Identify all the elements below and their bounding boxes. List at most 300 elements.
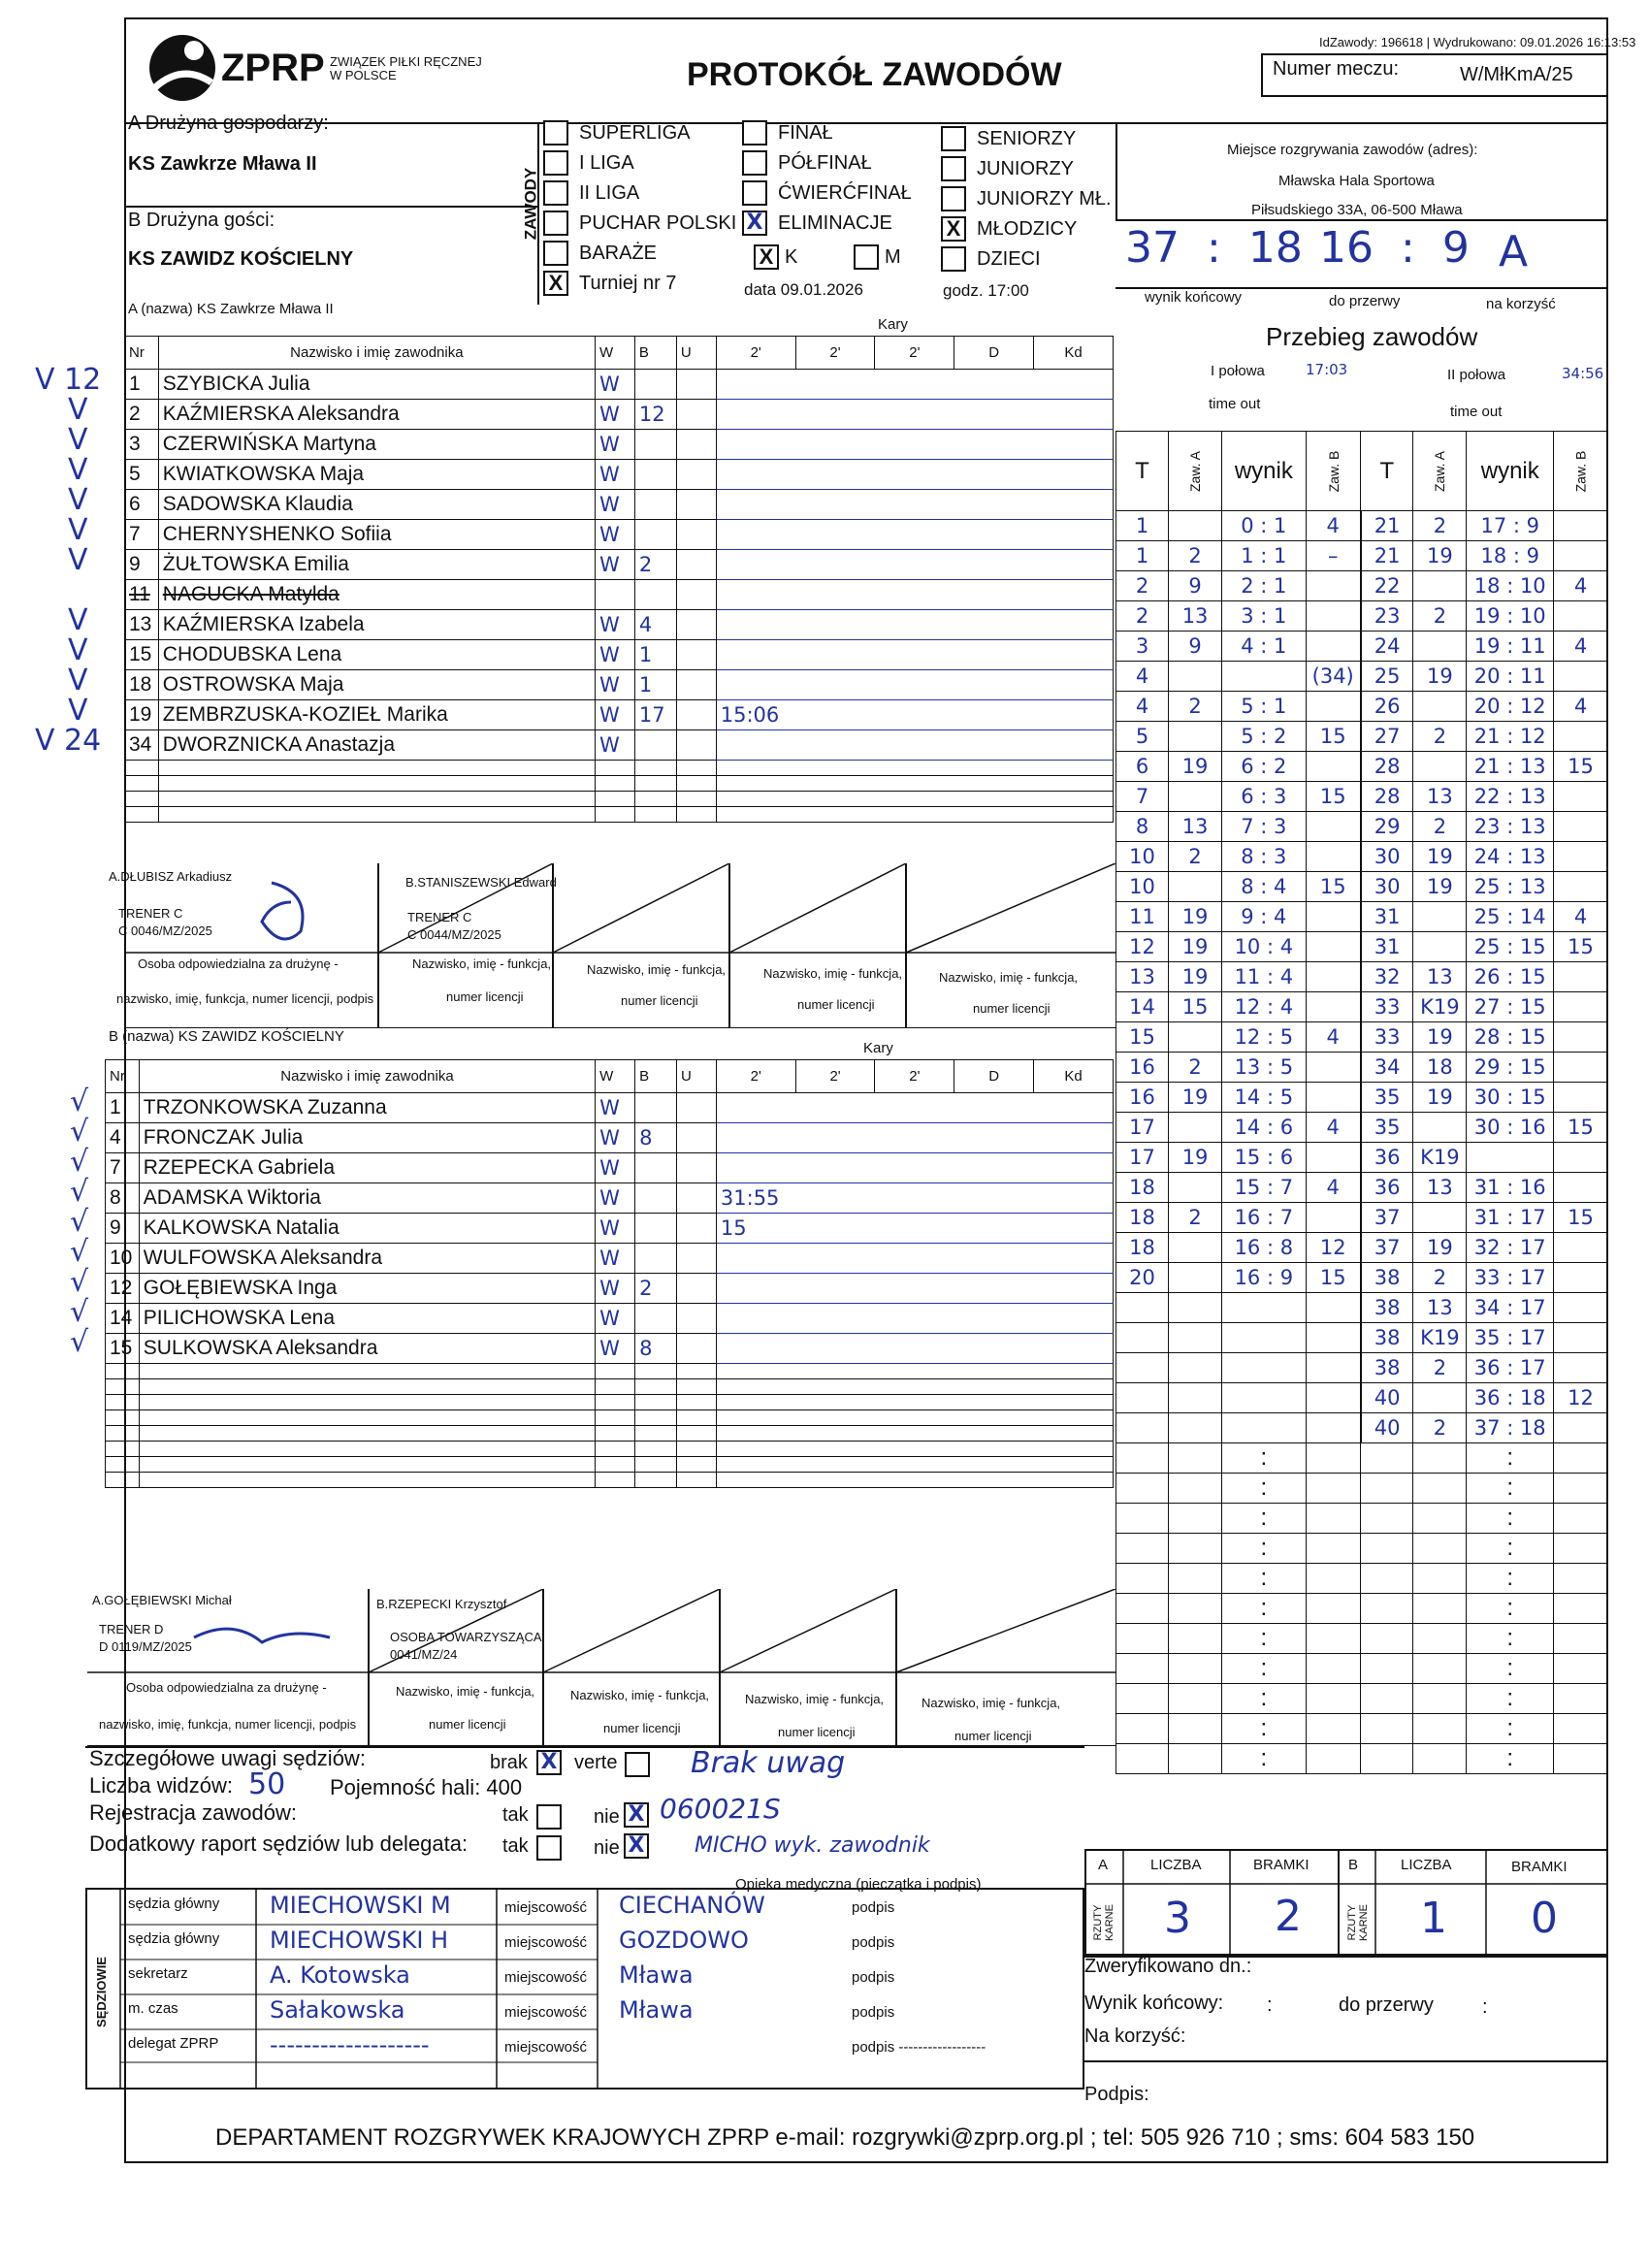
progress-cell: 12 bbox=[1116, 932, 1169, 962]
progress-cell bbox=[1554, 1083, 1608, 1113]
progress-cell: 6 : 2 bbox=[1222, 752, 1306, 782]
tak-label: tak bbox=[502, 1804, 529, 1826]
progress-cell: 12 : 4 bbox=[1222, 992, 1306, 1022]
progress-cell bbox=[1169, 1263, 1222, 1293]
progress-cell bbox=[1116, 1353, 1169, 1383]
a-liczba-value: 3 bbox=[1164, 1894, 1191, 1943]
progress-cell: 2 bbox=[1413, 1353, 1467, 1383]
progress-cell: K19 bbox=[1413, 992, 1467, 1022]
player-name: KAŹMIERSKA Aleksandra bbox=[158, 400, 595, 430]
judge-place: Mława bbox=[619, 1961, 694, 1989]
progress-cell bbox=[1222, 1353, 1306, 1383]
match-no-label: Numer meczu: bbox=[1273, 58, 1400, 80]
logo-text: ZPRP bbox=[221, 47, 325, 89]
progress-cell: 9 bbox=[1169, 571, 1222, 601]
other-label-1: Nazwisko, imię - funkcja, bbox=[922, 1696, 1061, 1710]
judge-role: sędzia główny bbox=[128, 1895, 220, 1912]
final-result-colon: : bbox=[1267, 1994, 1273, 2016]
brak-checkbox[interactable]: X bbox=[536, 1750, 562, 1775]
progress-row bbox=[1116, 1413, 1608, 1443]
progress-cell: 4 bbox=[1306, 1113, 1361, 1143]
check-mark: V bbox=[68, 664, 88, 697]
progress-cell: 15 bbox=[1554, 932, 1608, 962]
progress-cell: 5 bbox=[1116, 722, 1169, 752]
podpis-label: podpis bbox=[852, 1969, 895, 1986]
progress-cell: 38 bbox=[1361, 1353, 1413, 1383]
player-b: 17 bbox=[634, 700, 676, 730]
progress-cell: 22 : 13 bbox=[1467, 782, 1554, 812]
progress-row bbox=[1116, 541, 1608, 571]
progress-cell: 40 bbox=[1361, 1383, 1413, 1413]
progress-cell: 7 bbox=[1116, 782, 1169, 812]
progress-cell: 2 bbox=[1169, 541, 1222, 571]
timeout-label: time out bbox=[1209, 396, 1261, 412]
player-penalties bbox=[716, 1334, 1113, 1364]
progress-cell bbox=[1222, 1413, 1306, 1443]
place-label: miejscowość bbox=[504, 2004, 588, 2021]
table-row bbox=[106, 1304, 1114, 1334]
cwiercfinal-label: ĆWIERĆFINAŁ bbox=[778, 182, 912, 204]
verified-label: Zweryfikowano dn.: bbox=[1084, 1956, 1252, 1977]
progress-cell bbox=[1222, 1323, 1306, 1353]
player-nr: 1 bbox=[106, 1093, 140, 1123]
mlodzicy-label: MŁODZICY bbox=[977, 218, 1078, 240]
other-label-2: numer licencji bbox=[797, 997, 875, 1012]
player-penalties bbox=[716, 730, 1113, 761]
progress-cell: 35 bbox=[1361, 1083, 1413, 1113]
resp-label-1: Osoba odpowiedzialna za drużynę - bbox=[126, 1680, 327, 1695]
away-label: B Drużyna gości: bbox=[128, 210, 275, 231]
progress-cell: 4 bbox=[1306, 1173, 1361, 1203]
progress-cell: 4 bbox=[1306, 1022, 1361, 1053]
dzieci-checkbox[interactable] bbox=[941, 246, 966, 272]
player-u bbox=[677, 1304, 717, 1334]
progress-row bbox=[1116, 872, 1608, 902]
progress-cell: 28 bbox=[1361, 782, 1413, 812]
progress-cell: 2 bbox=[1169, 692, 1222, 722]
progress-cell: 11 : 4 bbox=[1222, 962, 1306, 992]
progress-cell bbox=[1169, 511, 1222, 541]
progress-cell: 4 bbox=[1116, 662, 1169, 692]
progress-row bbox=[1116, 1083, 1608, 1113]
b-bramki-value: 0 bbox=[1531, 1894, 1558, 1943]
table-row bbox=[106, 1244, 1114, 1274]
judges-label: SĘDZIOWIE bbox=[93, 1957, 109, 2027]
juniorzy-checkbox[interactable] bbox=[941, 156, 966, 181]
divider bbox=[1116, 122, 1117, 219]
player-b bbox=[635, 1304, 677, 1334]
b-liczba-value: 1 bbox=[1420, 1894, 1447, 1943]
progress-cell: 14 bbox=[1116, 992, 1169, 1022]
progress-cell: 36 : 17 bbox=[1467, 1353, 1554, 1383]
player-name: WULFOWSKA Aleksandra bbox=[139, 1244, 595, 1274]
check-mark: V bbox=[68, 633, 88, 667]
player-name: NAGUCKA Matylda bbox=[158, 580, 595, 610]
progress-row bbox=[1116, 1053, 1608, 1083]
col-2min: 2' bbox=[875, 337, 954, 370]
player-nr: 9 bbox=[106, 1214, 140, 1244]
i-liga-checkbox[interactable] bbox=[543, 150, 568, 176]
progress-cell bbox=[1413, 1113, 1467, 1143]
player-penalties bbox=[716, 460, 1113, 490]
player-w: W bbox=[596, 1274, 635, 1304]
verte-label: verte bbox=[574, 1752, 618, 1773]
progress-col: Zaw. B bbox=[1554, 432, 1608, 511]
progress-row bbox=[1116, 1173, 1608, 1203]
progress-cell bbox=[1306, 962, 1361, 992]
progress-cell: 2 : 1 bbox=[1222, 571, 1306, 601]
baraze-label: BARAŻE bbox=[579, 243, 658, 264]
coach-a-name: A.DŁUBISZ Arkadiusz bbox=[109, 869, 233, 884]
match-no: W/MłKmA/25 bbox=[1460, 64, 1573, 85]
judge-place: Mława bbox=[619, 1996, 694, 2024]
progress-row bbox=[1116, 511, 1608, 541]
podpis-label: podpis ------------------ bbox=[852, 2039, 986, 2056]
empty-row bbox=[106, 1457, 1114, 1473]
player-nr: 4 bbox=[106, 1123, 140, 1153]
progress-row bbox=[1116, 842, 1608, 872]
check-mark: V bbox=[68, 483, 88, 517]
player-w: W bbox=[595, 370, 634, 400]
player-w: W bbox=[595, 730, 634, 761]
col-2min: 2' bbox=[795, 1060, 875, 1093]
check-mark: √ bbox=[70, 1175, 89, 1209]
player-name: FRONCZAK Julia bbox=[139, 1123, 595, 1153]
player-u bbox=[676, 610, 716, 640]
empty-row: : : bbox=[1116, 1443, 1608, 1474]
progress-cell: 37 bbox=[1361, 1233, 1413, 1263]
coach-b-lic: C 0044/MZ/2025 bbox=[407, 927, 501, 942]
table-row bbox=[106, 1093, 1114, 1123]
verte-checkbox[interactable] bbox=[625, 1752, 650, 1777]
player-b bbox=[635, 1244, 677, 1274]
progress-cell bbox=[1306, 1053, 1361, 1083]
registration-nie-checkbox[interactable]: X bbox=[624, 1802, 649, 1828]
progress-cell bbox=[1306, 692, 1361, 722]
player-name: ADAMSKA Wiktoria bbox=[139, 1183, 595, 1214]
player-b bbox=[635, 1214, 677, 1244]
divider bbox=[124, 206, 537, 208]
player-u bbox=[676, 700, 716, 730]
progress-cell bbox=[1116, 1383, 1169, 1413]
col-u: U bbox=[676, 337, 716, 370]
brak-label: brak bbox=[490, 1752, 528, 1773]
mlodzicy-checkbox[interactable]: X bbox=[941, 216, 966, 242]
col-d: D bbox=[954, 1060, 1034, 1093]
seniorzy-checkbox[interactable] bbox=[941, 126, 966, 151]
player-nr: 1 bbox=[125, 370, 159, 400]
report-tak-checkbox[interactable] bbox=[536, 1835, 562, 1861]
extra-report-label: Dodatkowy raport sędziów lub delegata: bbox=[89, 1831, 469, 1856]
progress-cell: 33 : 17 bbox=[1467, 1263, 1554, 1293]
player-w: W bbox=[596, 1153, 635, 1183]
col-2min: 2' bbox=[716, 337, 795, 370]
table-row bbox=[125, 550, 1114, 580]
progress-cell: 19 bbox=[1169, 932, 1222, 962]
progress-title: Przebieg zawodów bbox=[1266, 322, 1478, 351]
progress-row bbox=[1116, 1263, 1608, 1293]
progress-cell: 9 bbox=[1169, 632, 1222, 662]
progress-cell: 15 : 6 bbox=[1222, 1143, 1306, 1173]
progress-cell: 26 bbox=[1361, 692, 1413, 722]
player-name: CHODUBSKA Lena bbox=[158, 640, 595, 670]
other-label-2: numer licencji bbox=[621, 993, 698, 1008]
progress-cell: 16 : 7 bbox=[1222, 1203, 1306, 1233]
i-liga-label: I LIGA bbox=[579, 152, 634, 174]
check-mark: V bbox=[68, 513, 88, 547]
player-u bbox=[677, 1274, 717, 1304]
judge-role: delegat ZPRP bbox=[128, 2035, 219, 2052]
superliga-checkbox[interactable] bbox=[543, 120, 568, 146]
player-u bbox=[677, 1214, 717, 1244]
player-w: W bbox=[595, 520, 634, 550]
progress-cell bbox=[1554, 1173, 1608, 1203]
progress-cell: 2 bbox=[1169, 1203, 1222, 1233]
puchar-label: PUCHAR POLSKI bbox=[579, 212, 737, 234]
progress-cell: 12 bbox=[1306, 1233, 1361, 1263]
k-checkbox[interactable]: X bbox=[754, 244, 779, 270]
progress-cell: 28 : 15 bbox=[1467, 1022, 1554, 1053]
table-row bbox=[125, 400, 1114, 430]
podpis-label: podpis bbox=[852, 2004, 895, 2021]
progress-col: T bbox=[1116, 432, 1169, 511]
judge-name: MIECHOWSKI M bbox=[270, 1892, 451, 1919]
progress-cell bbox=[1413, 692, 1467, 722]
progress-cell bbox=[1413, 571, 1467, 601]
penalties-a-label: A bbox=[1098, 1857, 1109, 1873]
progress-cell: 19 bbox=[1169, 962, 1222, 992]
progress-cell: 31 : 17 bbox=[1467, 1203, 1554, 1233]
coach-b-role: TRENER C bbox=[407, 910, 472, 924]
m-checkbox[interactable] bbox=[854, 244, 879, 270]
progress-cell bbox=[1554, 662, 1608, 692]
puchar-checkbox[interactable] bbox=[543, 211, 568, 236]
progress-cell: 4 bbox=[1554, 571, 1608, 601]
player-penalties bbox=[716, 400, 1113, 430]
progress-cell bbox=[1306, 992, 1361, 1022]
liczba-label: LICZBA bbox=[1401, 1857, 1452, 1873]
player-penalties bbox=[716, 1153, 1113, 1183]
team-a-header: A (nazwa) KS Zawkrze Mława II bbox=[128, 301, 334, 317]
cwiercfinal-checkbox[interactable] bbox=[742, 180, 767, 206]
player-nr: 15 bbox=[125, 640, 159, 670]
progress-row bbox=[1116, 932, 1608, 962]
player-penalties bbox=[716, 640, 1113, 670]
progress-cell: 13 bbox=[1413, 782, 1467, 812]
progress-cell bbox=[1306, 1353, 1361, 1383]
progress-cell bbox=[1306, 902, 1361, 932]
baraze-checkbox[interactable] bbox=[543, 241, 568, 266]
final-score: 37 : 18 bbox=[1125, 223, 1303, 273]
player-name: CZERWIŃSKA Martyna bbox=[158, 430, 595, 460]
timeout-label: time out bbox=[1450, 404, 1503, 420]
progress-cell: 18 bbox=[1116, 1233, 1169, 1263]
player-name: ZEMBRZUSKA-KOZIEŁ Marika bbox=[158, 700, 595, 730]
progress-cell: 16 bbox=[1116, 1083, 1169, 1113]
progress-row bbox=[1116, 571, 1608, 601]
other-label-1: Nazwisko, imię - funkcja, bbox=[745, 1692, 885, 1706]
progress-cell: 37 bbox=[1361, 1203, 1413, 1233]
progress-cell: 20 bbox=[1116, 1263, 1169, 1293]
registration-label: Rejestracja zawodów: bbox=[89, 1800, 297, 1825]
player-u bbox=[677, 1123, 717, 1153]
player-penalties: 31:55 bbox=[716, 1183, 1113, 1214]
player-w: W bbox=[595, 400, 634, 430]
other-label-2: numer licencji bbox=[446, 989, 524, 1004]
check-mark: V 12 bbox=[35, 363, 102, 397]
progress-cell: 8 bbox=[1116, 812, 1169, 842]
ii-liga-checkbox[interactable] bbox=[543, 180, 568, 206]
progress-cell: 13 bbox=[1169, 601, 1222, 632]
progress-cell: 12 : 5 bbox=[1222, 1022, 1306, 1053]
progress-cell: 4 bbox=[1554, 632, 1608, 662]
empty-row bbox=[125, 792, 1114, 807]
judge-role: sekretarz bbox=[128, 1965, 188, 1982]
table-row bbox=[125, 430, 1114, 460]
player-w: W bbox=[596, 1183, 635, 1214]
progress-cell: 17 : 9 bbox=[1467, 511, 1554, 541]
progress-cell: 13 bbox=[1169, 812, 1222, 842]
progress-cell: 13 bbox=[1116, 962, 1169, 992]
player-name: DWORZNICKA Anastazja bbox=[158, 730, 595, 761]
player-nr: 3 bbox=[125, 430, 159, 460]
coach-b-name: B.STANISZEWSKI Edward bbox=[405, 875, 557, 890]
progress-cell: 19 bbox=[1169, 752, 1222, 782]
coach-b-name: B.RZEPECKI Krzysztof bbox=[376, 1597, 507, 1611]
other-label-1: Nazwisko, imię - funkcja, bbox=[763, 966, 903, 981]
progress-cell bbox=[1169, 1353, 1222, 1383]
empty-row: : : bbox=[1116, 1594, 1608, 1624]
progress-cell: 16 bbox=[1116, 1053, 1169, 1083]
progress-cell bbox=[1306, 752, 1361, 782]
polfinal-label: PÓŁFINAŁ bbox=[778, 152, 872, 174]
progress-cell bbox=[1554, 511, 1608, 541]
player-w: W bbox=[596, 1334, 635, 1364]
progress-cell bbox=[1554, 1143, 1608, 1173]
polfinal-checkbox[interactable] bbox=[742, 150, 767, 176]
eliminacje-checkbox[interactable]: X bbox=[742, 211, 767, 236]
player-name: OSTROWSKA Maja bbox=[158, 670, 595, 700]
col-nr: Nr bbox=[106, 1060, 140, 1093]
progress-cell: 18 bbox=[1116, 1203, 1169, 1233]
progress-cell: 15 bbox=[1116, 1022, 1169, 1053]
progress-cell: 2 bbox=[1169, 1053, 1222, 1083]
other-label-2: numer licencji bbox=[954, 1729, 1032, 1743]
player-name: SULKOWSKA Aleksandra bbox=[139, 1334, 595, 1364]
player-b bbox=[634, 490, 676, 520]
bramki-label: BRAMKI bbox=[1253, 1857, 1310, 1873]
progress-cell: 11 bbox=[1116, 902, 1169, 932]
progress-cell: 2 bbox=[1413, 511, 1467, 541]
progress-cell: 36 bbox=[1361, 1173, 1413, 1203]
report-nie-checkbox[interactable]: X bbox=[624, 1833, 649, 1859]
half2-label: II połowa bbox=[1447, 367, 1506, 383]
player-nr: 18 bbox=[125, 670, 159, 700]
coach-b-lic: 0041/MZ/24 bbox=[390, 1647, 458, 1662]
check-mark: V 24 bbox=[35, 724, 102, 758]
progress-cell bbox=[1306, 1143, 1361, 1173]
player-w: W bbox=[596, 1244, 635, 1274]
final-checkbox[interactable] bbox=[742, 120, 767, 146]
progress-cell bbox=[1169, 722, 1222, 752]
progress-cell: 16 : 8 bbox=[1222, 1233, 1306, 1263]
table-row bbox=[125, 670, 1114, 700]
progress-cell bbox=[1222, 662, 1306, 692]
progress-cell: 13 bbox=[1413, 1173, 1467, 1203]
away-team: KS ZAWIDZ KOŚCIELNY bbox=[128, 248, 354, 270]
progress-cell: 36 bbox=[1361, 1143, 1413, 1173]
player-penalties bbox=[716, 670, 1113, 700]
progress-row bbox=[1116, 692, 1608, 722]
progress-cell: 18 bbox=[1116, 1173, 1169, 1203]
turniej-checkbox[interactable]: X bbox=[543, 271, 568, 296]
empty-row bbox=[106, 1410, 1114, 1426]
player-penalties bbox=[716, 580, 1113, 610]
progress-cell bbox=[1413, 932, 1467, 962]
progress-cell: 31 : 16 bbox=[1467, 1173, 1554, 1203]
resp-label-2: nazwisko, imię, funkcja, numer licencji, podpis bbox=[116, 991, 374, 1006]
check-mark: √ bbox=[70, 1235, 89, 1269]
registration-tak-checkbox[interactable] bbox=[536, 1804, 562, 1830]
logo-sub2: W POLSCE bbox=[330, 68, 397, 82]
progress-cell bbox=[1554, 872, 1608, 902]
player-nr: 15 bbox=[106, 1334, 140, 1364]
rzuty-label: RZUTY KARNE bbox=[1092, 1904, 1116, 1941]
half-colon: : bbox=[1482, 1996, 1488, 2018]
player-u bbox=[676, 520, 716, 550]
player-penalties bbox=[716, 1093, 1113, 1123]
other-label-2: numer licencji bbox=[973, 1001, 1051, 1016]
podpis-label: podpis bbox=[852, 1934, 895, 1951]
player-penalties bbox=[716, 490, 1113, 520]
check-mark: V bbox=[68, 453, 88, 487]
player-penalties: 15:06 bbox=[716, 700, 1113, 730]
place-label: miejscowość bbox=[504, 1934, 588, 1951]
col-b: B bbox=[635, 1060, 677, 1093]
half-score-b: 9 bbox=[1441, 223, 1470, 273]
player-w: W bbox=[595, 430, 634, 460]
progress-cell: 21 bbox=[1361, 541, 1413, 571]
team-b-table bbox=[105, 1059, 1114, 1488]
empty-row bbox=[106, 1395, 1114, 1410]
player-nr: 6 bbox=[125, 490, 159, 520]
judge-name: MIECHOWSKI H bbox=[270, 1927, 449, 1954]
coach-a-role: TRENER C bbox=[118, 906, 183, 921]
juniorzy-ml-checkbox[interactable] bbox=[941, 186, 966, 211]
progress-cell: 17 bbox=[1116, 1143, 1169, 1173]
progress-cell: 10 bbox=[1116, 842, 1169, 872]
zprp-logo-icon bbox=[144, 29, 231, 109]
col-kd: Kd bbox=[1034, 1060, 1114, 1093]
progress-cell: 4 bbox=[1116, 692, 1169, 722]
progress-cell: 38 bbox=[1361, 1293, 1413, 1323]
page-title: PROTOKÓŁ ZAWODÓW bbox=[687, 56, 1062, 93]
progress-row bbox=[1116, 1233, 1608, 1263]
player-u bbox=[676, 370, 716, 400]
progress-cell bbox=[1413, 1383, 1467, 1413]
check-mark: V bbox=[68, 393, 88, 427]
player-name: TRZONKOWSKA Zuzanna bbox=[139, 1093, 595, 1123]
progress-cell bbox=[1169, 872, 1222, 902]
divider bbox=[1116, 219, 1608, 221]
check-mark: √ bbox=[70, 1325, 89, 1359]
a-bramki-value: 2 bbox=[1275, 1892, 1302, 1941]
player-nr: 7 bbox=[106, 1153, 140, 1183]
final-score-b: 18 bbox=[1247, 223, 1303, 273]
progress-cell: 19 bbox=[1413, 541, 1467, 571]
team-b-officials bbox=[87, 1589, 1116, 1746]
progress-cell: 36 : 18 bbox=[1467, 1383, 1554, 1413]
